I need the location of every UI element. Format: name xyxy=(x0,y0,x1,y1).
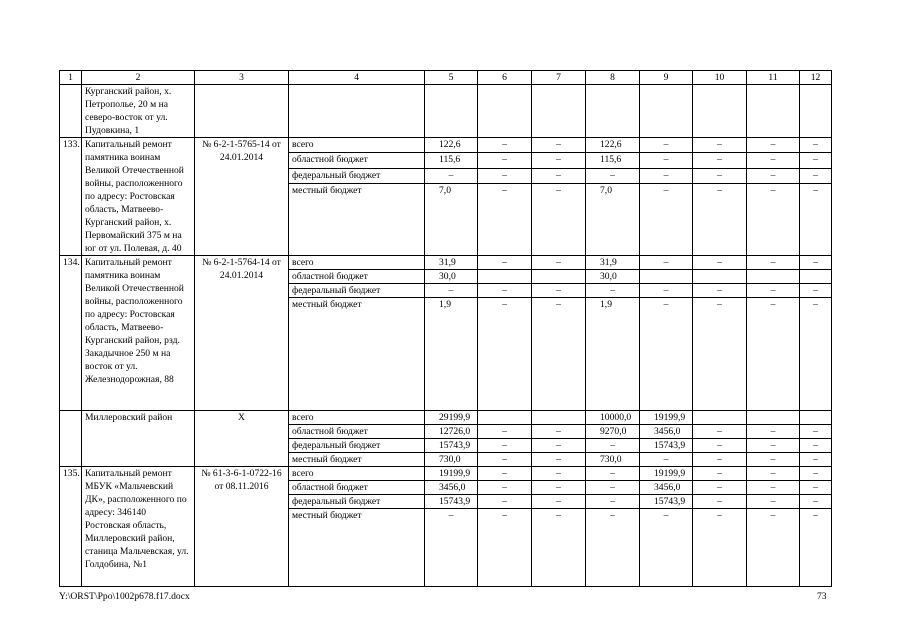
value-cell: 30,0 xyxy=(586,270,640,284)
value-cell xyxy=(693,411,747,425)
budget-label: федеральный бюджет xyxy=(289,168,425,183)
row-number: 135. xyxy=(60,467,82,587)
value-cell: – xyxy=(800,453,832,467)
value-cell: – xyxy=(747,183,800,255)
value-cell: – xyxy=(425,509,478,587)
value-cell: – xyxy=(747,298,800,411)
value-cell xyxy=(800,411,832,425)
value-cell: – xyxy=(693,284,747,298)
col-header: 9 xyxy=(640,71,693,85)
value-cell: – xyxy=(586,481,640,495)
budget-label: федеральный бюджет xyxy=(289,495,425,509)
value-cell: – xyxy=(800,183,832,255)
value-cell: – xyxy=(532,467,586,481)
value-cell xyxy=(478,270,532,284)
value-cell: – xyxy=(747,439,800,453)
object-description: Курганский район, х. Петрополье, 20 м на северо-восток от ул. Пудовкина, 1 xyxy=(82,85,195,138)
value-cell: 730,0 xyxy=(425,453,478,467)
value-cell: – xyxy=(800,138,832,153)
col-header: 1 xyxy=(60,71,82,85)
value-cell: – xyxy=(478,509,532,587)
value-cell: – xyxy=(800,168,832,183)
budget-label: местный бюджет xyxy=(289,509,425,587)
value-cell: – xyxy=(640,153,693,168)
value-cell: – xyxy=(800,153,832,168)
budget-label: всего xyxy=(289,411,425,425)
value-cell xyxy=(800,270,832,284)
value-cell: 31,9 xyxy=(425,256,478,270)
object-description: Миллеровский район xyxy=(82,411,195,467)
value-cell: – xyxy=(640,168,693,183)
value-cell: 122,6 xyxy=(586,138,640,153)
budget-label: местный бюджет xyxy=(289,453,425,467)
value-cell: – xyxy=(640,509,693,587)
value-cell: – xyxy=(478,453,532,467)
document-cell: № 6-2-1-5764-14 от 24.01.2014 xyxy=(195,256,289,411)
value-cell: – xyxy=(693,509,747,587)
value-cell: – xyxy=(586,509,640,587)
value-cell: – xyxy=(693,439,747,453)
value-cell: 15743,9 xyxy=(640,439,693,453)
budget-label: федеральный бюджет xyxy=(289,284,425,298)
value-cell xyxy=(800,85,832,138)
value-cell: – xyxy=(532,439,586,453)
budget-label: всего xyxy=(289,467,425,481)
value-cell: 1,9 xyxy=(586,298,640,411)
row-number: 133. xyxy=(60,138,82,256)
value-cell: – xyxy=(747,256,800,270)
value-cell: 122,6 xyxy=(425,138,478,153)
value-cell xyxy=(425,85,478,138)
value-cell: – xyxy=(693,256,747,270)
value-cell: – xyxy=(640,284,693,298)
value-cell: – xyxy=(478,284,532,298)
value-cell: 15743,9 xyxy=(425,439,478,453)
value-cell: 15743,9 xyxy=(425,495,478,509)
value-cell: – xyxy=(800,425,832,439)
value-cell xyxy=(586,85,640,138)
value-cell: 12726,0 xyxy=(425,425,478,439)
value-cell: 3456,0 xyxy=(640,481,693,495)
object-description: Капитальный ремонт памятника воинам Великой Отечественной войны, расположенного по адресу: Ростовская область, Матвеево-Курганский район, рзд. Закадычное 250 м на восток от ул. Железнодорожная, 88 xyxy=(82,256,195,411)
budget-label: областной бюджет xyxy=(289,481,425,495)
value-cell xyxy=(747,270,800,284)
table-row xyxy=(60,256,832,270)
col-header: 4 xyxy=(289,71,425,85)
value-cell: – xyxy=(532,481,586,495)
value-cell: – xyxy=(532,138,586,153)
value-cell: – xyxy=(640,183,693,255)
budget-label xyxy=(289,85,425,138)
value-cell: – xyxy=(425,168,478,183)
object-description: Капитальный ремонт памятника воинам Великой Отечественной войны, расположенного по адресу: Ростовская область, Матвеево-Курганский район, х. Первомайский 375 м на юг от ул. Полевая, д. 40 xyxy=(82,138,195,256)
value-cell: – xyxy=(478,439,532,453)
value-cell: 19199,9 xyxy=(425,467,478,481)
value-cell: – xyxy=(747,481,800,495)
value-cell: 10000,0 xyxy=(586,411,640,425)
value-cell: – xyxy=(800,509,832,587)
col-header: 6 xyxy=(478,71,532,85)
value-cell: – xyxy=(532,284,586,298)
value-cell: – xyxy=(478,138,532,153)
value-cell: – xyxy=(478,495,532,509)
value-cell: – xyxy=(478,183,532,255)
value-cell: 15743,9 xyxy=(640,495,693,509)
budget-label: федеральный бюджет xyxy=(289,439,425,453)
budget-label: всего xyxy=(289,256,425,270)
value-cell: – xyxy=(747,453,800,467)
value-cell xyxy=(693,85,747,138)
value-cell: – xyxy=(478,481,532,495)
budget-label: всего xyxy=(289,138,425,153)
header-row xyxy=(60,71,832,85)
footer-page-number: 73 xyxy=(817,591,827,602)
footer-file-path: Y:\ORST\Ppo\1002p678.f17.docx xyxy=(59,591,190,602)
value-cell: – xyxy=(747,138,800,153)
table-row xyxy=(60,138,832,153)
value-cell: – xyxy=(532,183,586,255)
row-number xyxy=(60,411,82,467)
value-cell: – xyxy=(478,425,532,439)
value-cell: 31,9 xyxy=(586,256,640,270)
col-header: 11 xyxy=(747,71,800,85)
value-cell: – xyxy=(747,425,800,439)
value-cell: – xyxy=(693,168,747,183)
value-cell xyxy=(640,270,693,284)
document-cell xyxy=(195,85,289,138)
value-cell xyxy=(693,270,747,284)
value-cell: – xyxy=(693,183,747,255)
continuation-row xyxy=(60,85,832,138)
value-cell: – xyxy=(693,495,747,509)
value-cell: – xyxy=(532,425,586,439)
object-description: Капитальный ремонт МБУК «Мальчевский ДК», расположенного по адресу: 346140 Ростовская область, Миллеровский район, станица Мальчевская, ул. Голдобина, №1 xyxy=(82,467,195,587)
value-cell: – xyxy=(800,495,832,509)
value-cell: – xyxy=(640,256,693,270)
value-cell: 115,6 xyxy=(586,153,640,168)
value-cell: 19199,9 xyxy=(640,467,693,481)
value-cell: 19199,9 xyxy=(640,411,693,425)
value-cell: – xyxy=(532,298,586,411)
value-cell: – xyxy=(693,453,747,467)
value-cell: 730,0 xyxy=(586,453,640,467)
value-cell: – xyxy=(586,439,640,453)
value-cell: – xyxy=(532,153,586,168)
value-cell: – xyxy=(478,467,532,481)
row-number xyxy=(60,85,82,138)
value-cell: 1,9 xyxy=(425,298,478,411)
value-cell: – xyxy=(747,153,800,168)
value-cell xyxy=(478,85,532,138)
value-cell: – xyxy=(478,256,532,270)
value-cell: – xyxy=(800,467,832,481)
budget-label: местный бюджет xyxy=(289,298,425,411)
value-cell: – xyxy=(747,509,800,587)
value-cell xyxy=(532,85,586,138)
value-cell: – xyxy=(747,168,800,183)
value-cell: 7,0 xyxy=(425,183,478,255)
value-cell: – xyxy=(478,153,532,168)
col-header: 2 xyxy=(82,71,195,85)
document-cell: № 61-3-6-1-0722-16 от 08.11.2016 xyxy=(195,467,289,587)
value-cell: – xyxy=(532,256,586,270)
value-cell: – xyxy=(586,168,640,183)
table-row xyxy=(60,411,832,425)
col-header: 12 xyxy=(800,71,832,85)
value-cell: – xyxy=(800,284,832,298)
budget-label: областной бюджет xyxy=(289,425,425,439)
value-cell: – xyxy=(532,509,586,587)
value-cell: – xyxy=(640,453,693,467)
value-cell xyxy=(747,411,800,425)
value-cell: 29199,9 xyxy=(425,411,478,425)
value-cell: 30,0 xyxy=(425,270,478,284)
value-cell xyxy=(478,411,532,425)
value-cell: 7,0 xyxy=(586,183,640,255)
value-cell: 3456,0 xyxy=(640,425,693,439)
col-header: 3 xyxy=(195,71,289,85)
value-cell: – xyxy=(478,168,532,183)
value-cell: – xyxy=(532,168,586,183)
table-row xyxy=(60,467,832,481)
col-header: 8 xyxy=(586,71,640,85)
value-cell: – xyxy=(640,298,693,411)
value-cell: – xyxy=(747,284,800,298)
value-cell: – xyxy=(693,467,747,481)
row-number: 134. xyxy=(60,256,82,411)
value-cell: – xyxy=(532,495,586,509)
col-header: 7 xyxy=(532,71,586,85)
value-cell xyxy=(532,411,586,425)
document-cell: Х xyxy=(195,411,289,467)
value-cell: – xyxy=(747,467,800,481)
value-cell: 9270,0 xyxy=(586,425,640,439)
value-cell xyxy=(532,270,586,284)
value-cell: – xyxy=(800,298,832,411)
budget-label: областной бюджет xyxy=(289,153,425,168)
value-cell: – xyxy=(586,467,640,481)
value-cell: – xyxy=(747,495,800,509)
value-cell: – xyxy=(425,284,478,298)
value-cell: – xyxy=(693,481,747,495)
value-cell: – xyxy=(532,453,586,467)
col-header: 5 xyxy=(425,71,478,85)
value-cell: 115,6 xyxy=(425,153,478,168)
value-cell: – xyxy=(693,425,747,439)
value-cell: 3456,0 xyxy=(425,481,478,495)
value-cell xyxy=(640,85,693,138)
value-cell: – xyxy=(478,298,532,411)
value-cell: – xyxy=(800,439,832,453)
budget-label: местный бюджет xyxy=(289,183,425,255)
value-cell: – xyxy=(800,481,832,495)
budget-table xyxy=(59,70,832,587)
value-cell xyxy=(747,85,800,138)
value-cell: – xyxy=(800,256,832,270)
value-cell: – xyxy=(693,298,747,411)
value-cell: – xyxy=(693,138,747,153)
document-cell: № 6-2-1-5765-14 от 24.01.2014 xyxy=(195,138,289,256)
value-cell: – xyxy=(586,495,640,509)
value-cell: – xyxy=(586,284,640,298)
budget-label: областной бюджет xyxy=(289,270,425,284)
col-header: 10 xyxy=(693,71,747,85)
value-cell: – xyxy=(693,153,747,168)
value-cell: – xyxy=(640,138,693,153)
